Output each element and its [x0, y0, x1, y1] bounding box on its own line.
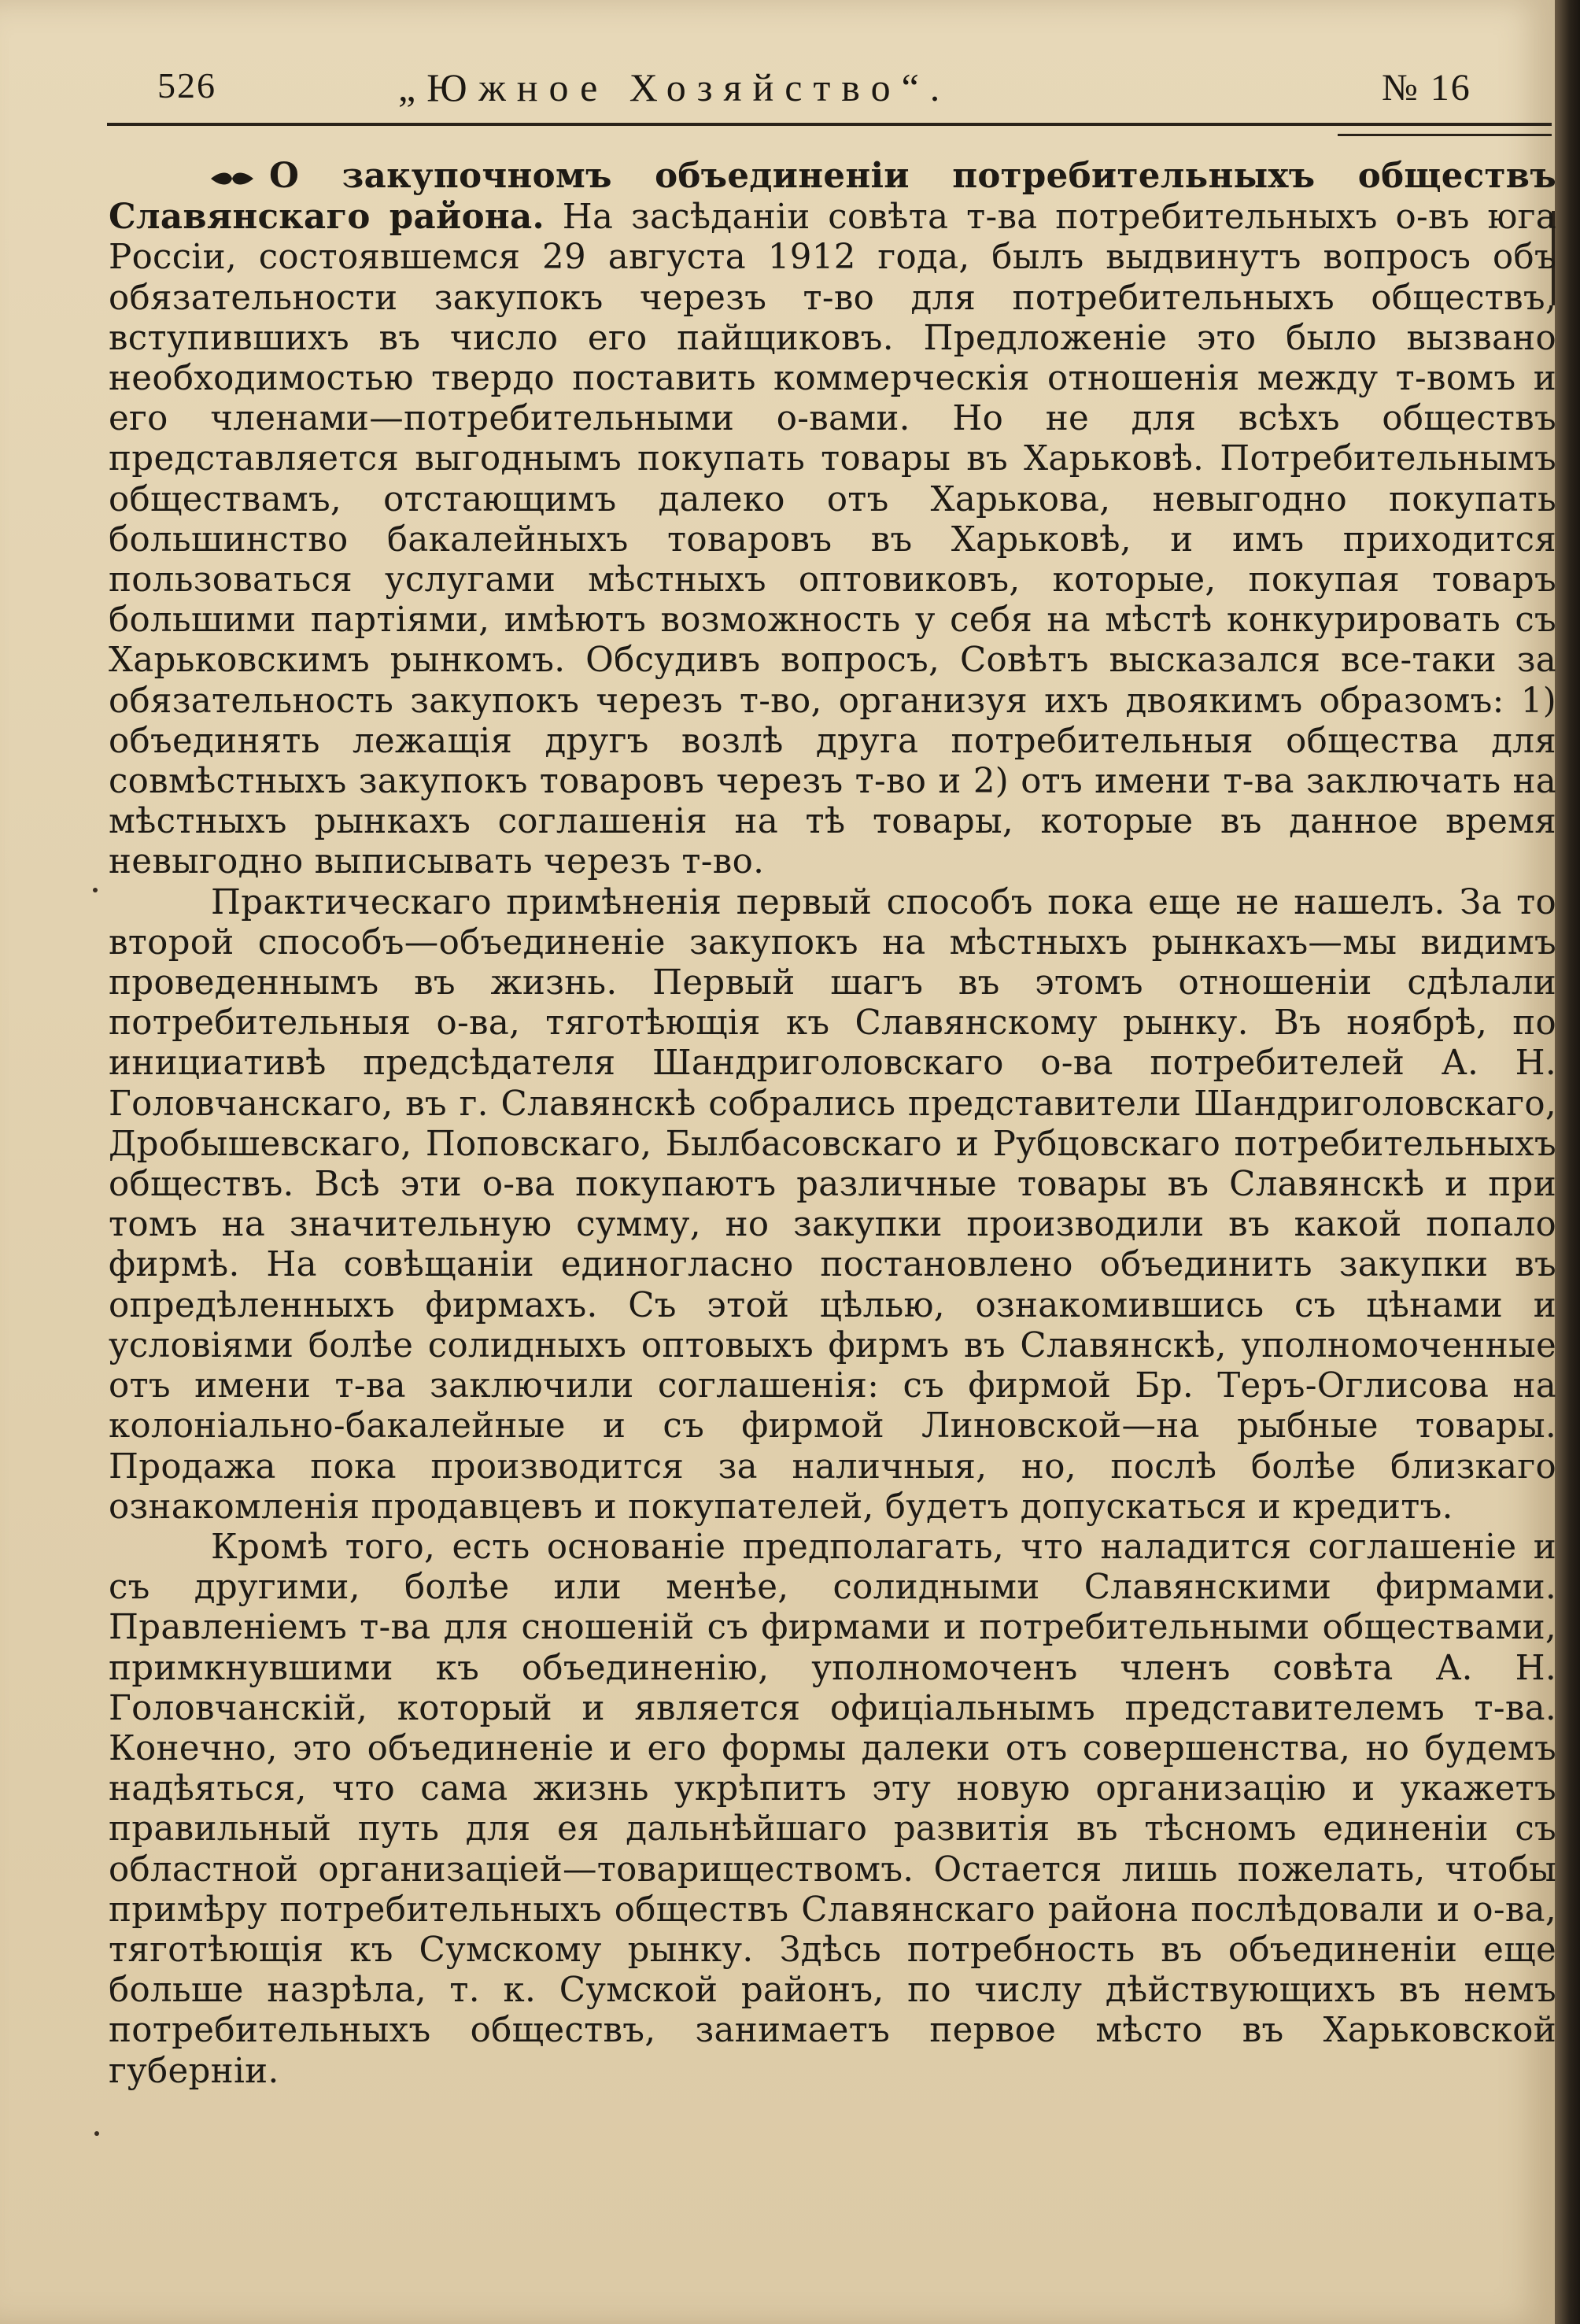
page-number: 526	[157, 65, 216, 105]
running-title: „Южное Хозяйство“.	[398, 65, 951, 109]
print-speck	[94, 2131, 99, 2136]
issue-number: № 16	[1382, 67, 1471, 109]
article-paragraph-2: Практическаго примѣненiя первый способъ пока еще не нашелъ. За то второй способъ—объединенiе закупокъ на мѣстныхъ рынкахъ—мы видимъ проведеннымъ въ жизнь. Первый шагъ въ этомъ отношенiи сдѣлали потребительныя о-ва, тяготѣющiя къ Славянскому рынку. Въ ноябрѣ, по инициативѣ предсѣдателя Шандриголовскаго о-ва потребителей А. Н. Головчанскаго, въ г. Славянскѣ собрались представители Шандриголовскаго, Дробышевскаго, Поповскаго, Былбасовскаго и Рубцовскаго потребительныхъ обществъ. Всѣ эти о-ва покупаютъ различные товары въ Славянскѣ и при томъ на значительную сумму, но закупки производили въ какой попало фирмѣ. На совѣщанiи единогласно постановлено объединить закупки въ опредѣленныхъ фирмахъ. Съ этой цѣлью, ознакомившись съ цѣнами и условiями болѣе солидныхъ оптовыхъ фирмъ въ Славянскѣ, уполномоченные отъ имени т-ва заключили соглашенiя: съ фирмой Бр. Теръ-Оглисова на колонiально-бакалейные и съ фирмой Линовской—на рыбные товары. Продажа пока производится за наличныя, но, послѣ болѣе близкаго ознакомленiя продавцевъ и покупателей, будетъ допускаться и кредитъ.	[109, 882, 1556, 1527]
page-header	[107, 65, 1523, 123]
print-speck	[93, 888, 98, 892]
article-paragraph-1-text: На засѣданiи совѣта т-ва потребительныхъ о-въ юга Россiи, состоявшемся 29 августа 1912 года, былъ выдвинутъ вопросъ объ обязательности закупокъ черезъ т-во для потребительныхъ обществъ, вступившихъ въ число его пайщиковъ. Предложенiе это было вызвано необходимостью твердо поставить коммерческiя отношенiя между т-вомъ и его членами—потребительными о-вами. Но не для всѣхъ обществъ представляется выгоднымъ покупать товары въ Харьковѣ. Потребительнымъ обществамъ, отстающимъ далеко отъ Харькова, невыгодно покупать большинство бакалейныхъ товаровъ въ Харьковѣ, и имъ приходится пользоваться услугами мѣстныхъ оптовиковъ, которые, покупая товаръ большими партiями, имѣютъ возможность у себя на мѣстѣ конкурировать съ Харьковскимъ рынкомъ. Обсудивъ вопросъ, Совѣтъ высказался все-таки за обязательность закупокъ черезъ т-во, организуя ихъ двоякимъ образомъ: 1) объединять лежащiя другъ возлѣ друга потребительныя общества для совмѣстныхъ закупокъ товаровъ черезъ т-во и 2) отъ имени т-ва заключать на мѣстныхъ рынкахъ соглашенiя на тѣ товары, которые въ данное время невыгодно выписывать черезъ т-во.	[109, 198, 1556, 882]
article-title: О закупочномъ объединенiи потребительныхъ обществъ Славянскаго района.	[109, 156, 1556, 238]
header-rule	[107, 123, 1552, 126]
leaf-ornament-icon	[209, 170, 255, 187]
article-paragraph-3: Кромѣ того, есть основанiе предполагать, что наладится соглашенiе и съ другими, болѣе или менѣе, солидными Славянскими фирмами. Правленiемъ т-ва для сношенiй съ фирмами и потребительными обществами, примкнувшими къ объединенiю, уполномоченъ членъ совѣта А. Н. Головчанскiй, который и является офицiальнымъ представителемъ т-ва. Конечно, это объединенiе и его формы далеки отъ совершенства, но будемъ надѣяться, что сама жизнь укрѣпитъ эту новую организацiю и укажетъ правильный путь для ея дальнѣйшаго развитiя въ тѣсномъ единенiи съ областной организацiей—товариществомъ. Остается лишь пожелать, чтобы примѣру потребительныхъ обществъ Славянскаго района послѣдовали и о-ва, тяготѣющiя къ Сумскому рынку. Здѣсь потребность въ объединенiи еще больше назрѣла, т. к. Сумской районъ, по числу дѣйствующихъ въ немъ потребительныхъ обществъ, занимаетъ первое мѣсто въ Харьковской губернiи.	[109, 1527, 1556, 2091]
article-paragraph-1	[109, 156, 1556, 883]
header-rule-secondary	[1338, 134, 1552, 136]
article-body	[109, 156, 1556, 2092]
page-edge-binding	[1555, 0, 1580, 2324]
